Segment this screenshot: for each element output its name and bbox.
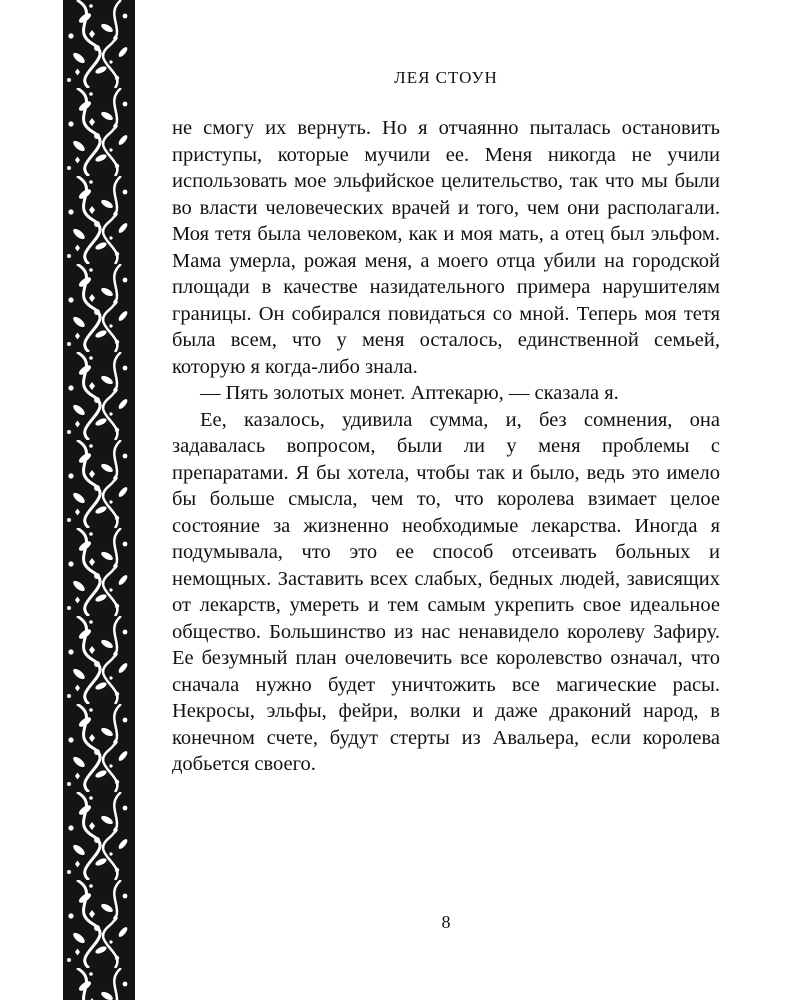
paragraph: не смогу их вернуть. Но я отчаянно пыталась остановить приступы, которые мучили ее. Меня никогда не учили использовать мое эльфийское целительство, так что мы были во власти человеческих врачей и того, чем они располагали. Моя тетя была человеком, как и моя мать, а отец был эльфом. Мама умерла, рожая меня, а моего отца убили на городской площади в качестве назидательного примера нарушителям границы. Он собирался повидаться со мной. Теперь моя тетя была всем, что у меня осталось, единственной семьей, которую я когда-либо знала. — [172, 117, 720, 378]
paragraph: Ее, казалось, удивила сумма, и, без сомнения, она задавалась вопросом, были ли у меня проблемы с препаратами. Я бы хотела, чтобы так и было, ведь это имело бы больше смысла, чем то, что королева взимает целое состояние за жизненно необходимые лекарства. Иногда я подумывала, что это ее способ отсеивать больных и немощных. Заставить всех слабых, бедных людей, зависящих от лекарств, умереть и тем самым укрепить свое идеальное общество. Большинство из нас ненавидело королеву Зафиру. Ее безумный план очеловечить все королевство означал, что сначала нужно будет уничтожить все магические расы. Некросы, эльфы, фейри, волки и даже драконий народ, в конечном счете, будут стерты из Авальера, если королева добьется своего. — [172, 408, 720, 775]
body-text — [172, 115, 720, 778]
floral-border-icon — [63, 0, 135, 1000]
page-number: 8 — [441, 912, 451, 932]
paragraph: — Пять золотых монет. Аптекарю, — сказала я. — [200, 382, 619, 404]
running-head: ЛЕЯ СТОУН — [394, 68, 498, 87]
